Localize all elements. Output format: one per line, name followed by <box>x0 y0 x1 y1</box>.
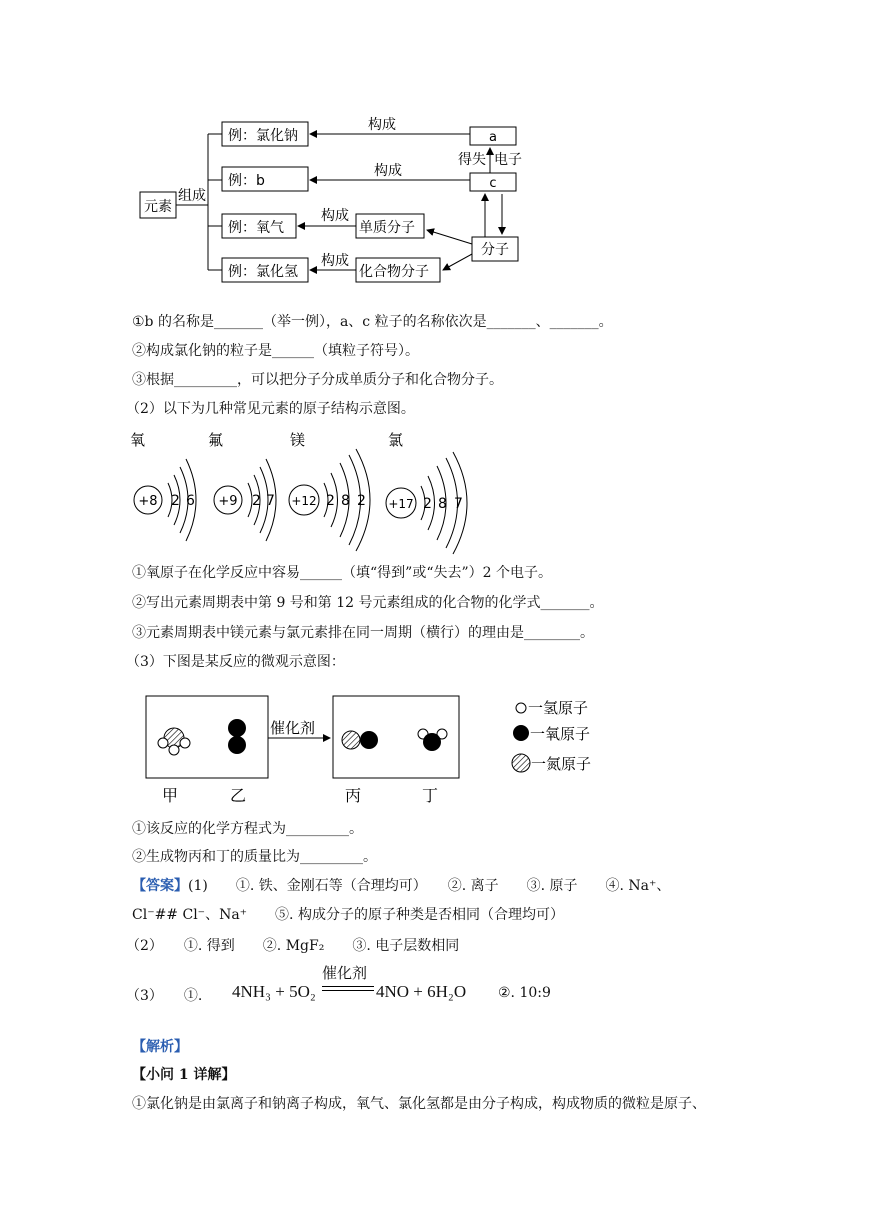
gain-lose-label: 得失 <box>458 152 486 168</box>
simple-molecule-label: 单质分子 <box>359 220 415 236</box>
equation-condition: 催化剂 <box>322 964 368 982</box>
q1-line-1: ①b 的名称是_______（举一例），a、c 粒子的名称依次是_______、_______。 <box>132 314 613 330</box>
shell-chlorine-2: 8 <box>438 496 447 512</box>
q2-intro: （2）以下为几种常见元素的原子结构示意图。 <box>126 401 415 417</box>
q2-line-1: ①氧原子在化学反应中容易______（填“得到”或“失去”）2 个电子。 <box>132 565 552 581</box>
nucleus-oxygen-charge: +8 <box>138 494 158 509</box>
q1-line-3: ③根据_________，可以把分子分成单质分子和化合物分子。 <box>132 372 503 388</box>
atom-structure-diagrams <box>128 425 488 555</box>
legend-nitrogen: 一氮原子 <box>531 755 592 773</box>
nucleus-fluorine-charge: +9 <box>218 494 238 509</box>
constitute-label-3: 构成 <box>321 208 349 224</box>
catalyst-label: 催化剂 <box>270 719 316 737</box>
legend-oxygen-icon <box>513 725 529 741</box>
example-b-label: 例：b <box>228 173 265 189</box>
q3-line-1: ①该反应的化学方程式为_________。 <box>132 821 363 837</box>
nucleus-chlorine-charge: +17 <box>388 497 414 511</box>
analysis-subheading: 【小问 1 详解】 <box>132 1067 236 1083</box>
q2-line-3: ③元素周期表中镁元素与氯元素排在同一周期（横行）的理由是________。 <box>132 625 594 641</box>
analysis-line-1: ①氯化钠是由氯离子和钠离子构成，氧气、氯化氢都是由分子构成，构成物质的微粒是原子、 <box>132 1096 706 1112</box>
q3-intro: （3）下图是某反应的微观示意图： <box>126 654 345 670</box>
atom-name-chlorine: 氯 <box>388 431 404 449</box>
shell-magnesium-3: 2 <box>357 493 366 509</box>
label-ding: 丁 <box>422 786 439 805</box>
answer-line-1 <box>132 877 670 895</box>
label-bing: 丙 <box>345 786 362 805</box>
compose-label: 组成 <box>178 188 206 204</box>
electron-label: 电子 <box>494 152 522 168</box>
reaction-diagram <box>140 688 610 808</box>
oxygen-atom <box>360 731 378 749</box>
hydrogen-atom <box>180 738 190 748</box>
legend-hydrogen-icon <box>516 703 526 713</box>
shell-oxygen-1: 2 <box>171 493 180 509</box>
q3-line-2: ②生成物丙和丁的质量比为_________。 <box>132 849 377 865</box>
label-yi: 乙 <box>230 786 247 805</box>
oxygen-atom <box>228 736 246 754</box>
analysis-tag: 【解析】 <box>132 1039 188 1055</box>
label-jia: 甲 <box>162 786 179 805</box>
answer-tag: 【答案】 <box>132 878 188 894</box>
shell-magnesium-1: 2 <box>326 493 335 509</box>
particle-c-label: c <box>489 176 497 191</box>
shell-chlorine-3: 7 <box>454 496 463 512</box>
answer-part1: (1) ①. 铁、金刚石等（合理均可） ②. 离子 ③. 原子 ④. Na⁺、 <box>188 878 671 894</box>
constitute-label-2: 构成 <box>374 163 402 179</box>
equation-left: 4NH₃ + 5O₂ <box>232 982 316 1001</box>
example-o2-label: 例：氧气 <box>228 220 284 236</box>
answer-part3-prefix: （3） ①. <box>126 988 203 1004</box>
shell-magnesium-2: 8 <box>341 493 350 509</box>
legend-oxygen: 一氧原子 <box>530 725 591 743</box>
shell-fluorine-1: 2 <box>252 493 261 509</box>
q2-line-2: ②写出元素周期表中第 9 号和第 12 号元素组成的化合物的化学式_______。 <box>132 595 604 611</box>
oxygen-atom <box>228 719 246 737</box>
answer-line-2: Cl⁻## Cl⁻、Na⁺ ⑤. 构成分子的原子种类是否相同（合理均可） <box>132 907 564 923</box>
example-hcl-label: 例：氯化氢 <box>228 264 298 280</box>
answer-line-3: （2） ①. 得到 ②. MgF₂ ③. 电子层数相同 <box>126 938 460 954</box>
shell-fluorine-2: 7 <box>266 493 275 509</box>
constitute-label-1: 构成 <box>368 117 396 133</box>
constitute-label-4: 构成 <box>321 253 349 269</box>
atom-name-fluorine: 氟 <box>208 431 224 449</box>
element-label: 元素 <box>144 199 172 215</box>
equation-equals-sign <box>322 986 374 991</box>
q1-line-2: ②构成氯化钠的粒子是______（填粒子符号）。 <box>132 343 419 359</box>
oxygen-atom <box>423 733 441 751</box>
shell-chlorine-1: 2 <box>423 496 432 512</box>
legend-hydrogen: 一氢原子 <box>528 699 589 717</box>
molecule-label: 分子 <box>481 242 509 258</box>
answer-line-4 <box>126 964 686 1008</box>
concept-map-diagram <box>130 110 540 290</box>
equation-right: 4NO + 6H₂O <box>376 982 467 1001</box>
legend-nitrogen-icon <box>512 754 530 772</box>
answer-part3-suffix: ②. 10:9 <box>498 985 551 1001</box>
nitrogen-atom <box>342 731 360 749</box>
compound-molecule-label: 化合物分子 <box>359 264 429 280</box>
hydrogen-atom <box>158 738 168 748</box>
nucleus-magnesium-charge: +12 <box>291 494 317 508</box>
atom-name-oxygen: 氧 <box>130 431 146 449</box>
shell-oxygen-2: 6 <box>186 493 195 509</box>
atom-name-magnesium: 镁 <box>290 431 306 449</box>
particle-a-label: a <box>489 130 497 145</box>
example-nacl-label: 例：氯化钠 <box>228 128 298 144</box>
hydrogen-atom <box>169 745 179 755</box>
